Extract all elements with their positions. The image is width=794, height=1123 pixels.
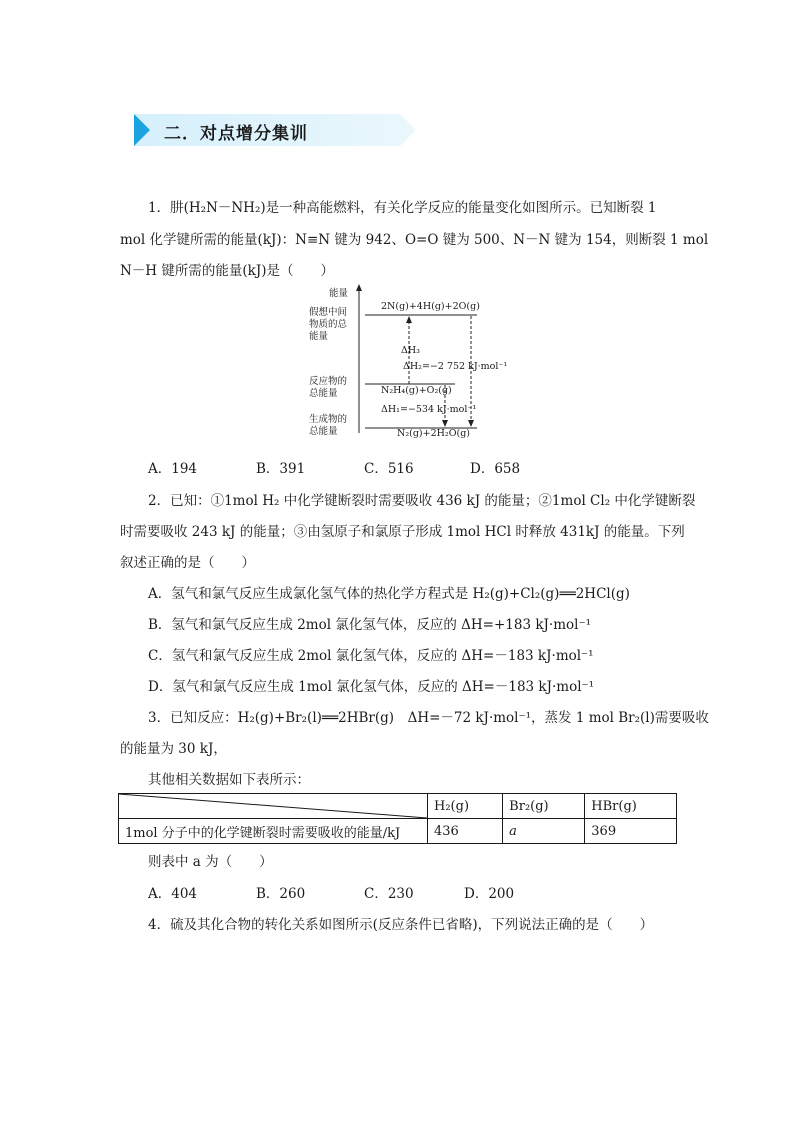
- table-row-label: 1mol 分子中的化学键断裂时需要吸收的能量/kJ: [119, 819, 428, 844]
- dh1-label: ΔH₁=−534 kJ·mol⁻¹: [381, 404, 477, 415]
- q1-option-d: D．658: [470, 461, 521, 477]
- q2-option-a: A．氢气和氯气反应生成氯化氢气体的热化学方程式是 H₂(g)+Cl₂(g)══2HCl(g): [148, 586, 630, 602]
- q3-line4: 则表中 a 为（ ）: [148, 854, 273, 870]
- q2-option-c: C．氢气和氯气反应生成 2mol 氯化氢气体，反应的 ΔH=－183 kJ·mol⁻¹: [148, 648, 594, 664]
- q3-line3: 其他相关数据如下表所示：: [148, 772, 310, 788]
- q2-line3: 叙述正确的是（ ）: [120, 555, 255, 571]
- q1-option-a: A．194: [148, 461, 198, 477]
- q4-line1: 4．硫及其化合物的转化关系如图所示(反应条件已省略)，下列说法正确的是（ ）: [148, 917, 654, 933]
- section-banner: [134, 114, 416, 146]
- diagonal-line-icon: [119, 794, 427, 818]
- energy-diagram: [305, 283, 515, 443]
- q1-option-c: C．516: [364, 461, 414, 477]
- level-bot-eq: N₂(g)+2H₂O(g): [397, 428, 470, 439]
- q2-option-d: D．氢气和氯气反应生成 1mol 氯化氢气体，反应的 ΔH=－183 kJ·mol⁻¹: [148, 679, 595, 695]
- section-title: 二．对点增分集训: [164, 124, 308, 144]
- q3-line2: 的能量为 30 kJ，: [120, 741, 227, 757]
- table-header-h2: H₂(g): [428, 794, 503, 819]
- q3-option-c: C．230: [364, 886, 414, 902]
- q2-line2: 时需要吸收 243 kJ 的能量；③由氢原子和氯原子形成 1mol HCl 时释放 431kJ 的能量。下列: [120, 524, 685, 540]
- table-cell-hbr: 369: [585, 819, 677, 844]
- q2-line1: 2．已知：①1mol H₂ 中化学键断裂时需要吸收 436 kJ 的能量；②1mol Cl₂ 中化学键断裂: [148, 493, 696, 509]
- q1-line2: mol 化学键所需的能量(kJ)：N≡N 键为 942、O=O 键为 500、N－N 键为 154，则断裂 1 mol: [120, 232, 709, 248]
- dh3-label: ΔH₃: [401, 345, 420, 356]
- table-header-row: [119, 794, 677, 819]
- q3-option-b: B．260: [256, 886, 306, 902]
- table-row: [119, 819, 677, 844]
- q2-option-b: B．氢气和氯气反应生成 2mol 氯化氢气体，反应的 ΔH=+183 kJ·mol⁻¹: [148, 617, 592, 633]
- bond-energy-table: [118, 793, 677, 844]
- y-axis-label: 能量: [329, 288, 349, 299]
- q3-option-a: A．404: [148, 886, 198, 902]
- table-header-br2: Br₂(g): [503, 794, 585, 819]
- level-mid-eq: N₂H₄(g)+O₂(g): [381, 385, 452, 396]
- level-top-eq: 2N(g)+4H(g)+2O(g): [381, 301, 480, 312]
- table-corner-cell: [119, 794, 428, 819]
- q1-option-b: B．391: [256, 461, 306, 477]
- q3-line1: 3．已知反应：H₂(g)+Br₂(l)══2HBr(g) ΔH=－72 kJ·mol⁻¹，蒸发 1 mol Br₂(l)需要吸收: [148, 710, 709, 726]
- q1-line1: 1．肼(H₂N－NH₂)是一种高能燃料，有关化学反应的能量变化如图所示。已知断裂 1: [148, 200, 657, 216]
- q3-option-d: D．200: [464, 886, 515, 902]
- table-cell-br2: a: [503, 819, 585, 844]
- level-mid-label: 反应物的总能量: [309, 376, 348, 399]
- dh2-label: ΔH₂=−2 752 kJ·mol⁻¹: [403, 361, 508, 372]
- level-top-label: 假想中间物质的总能量: [309, 307, 348, 342]
- table-header-hbr: HBr(g): [585, 794, 677, 819]
- level-bot-label: 生成物的总能量: [309, 414, 348, 437]
- table-cell-h2: 436: [428, 819, 503, 844]
- q1-line3: N－H 键所需的能量(kJ)是（ ）: [120, 263, 335, 279]
